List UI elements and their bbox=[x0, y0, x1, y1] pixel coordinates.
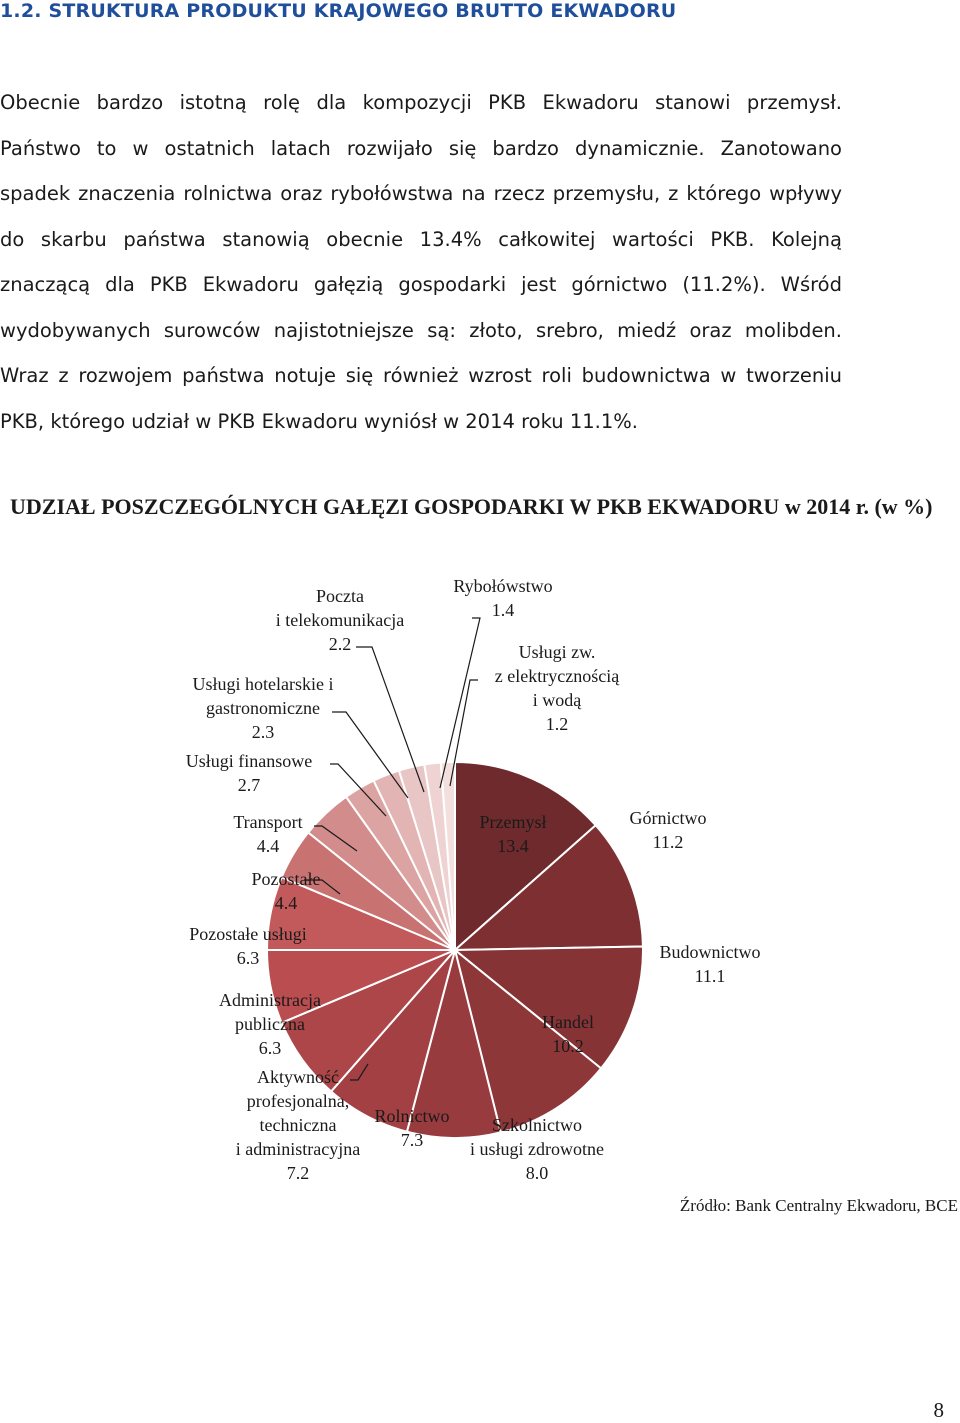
slice-name-line: Poczta bbox=[316, 586, 364, 606]
slice-label-uslugi-hotelarskie-i-gastronomiczne bbox=[193, 674, 334, 742]
source-note: Źródło: Bank Centralny Ekwadoru, BCE bbox=[679, 1196, 958, 1215]
chart-title: UDZIAŁ POSZCZEGÓLNYCH GAŁĘZI GOSPODARKI W PKB EKWADORU w 2014 r. (w %) bbox=[10, 494, 933, 519]
paragraph-line: spadek znaczenia rolnictwa oraz rybołówstwa na rzecz przemysłu, z którego wpływy bbox=[0, 182, 842, 205]
slice-name-line: profesjonalna, bbox=[246, 1091, 350, 1111]
slice-name-line: Budownictwo bbox=[659, 942, 761, 962]
slice-value-label: 10.2 bbox=[552, 1036, 584, 1056]
paragraph-line: PKB, którego udział w PKB Ekwadoru wyniósł w 2014 roku 11.1%. bbox=[0, 409, 639, 433]
slice-name-line: z elektrycznością bbox=[494, 666, 620, 686]
slice-name-line: publiczna bbox=[235, 1014, 305, 1034]
slice-value-label: 6.3 bbox=[258, 1038, 282, 1058]
slice-value-label: 13.4 bbox=[497, 836, 529, 856]
slice-name-line: i telekomunikacja bbox=[275, 610, 405, 630]
paragraph-line: znaczącą dla PKB Ekwadoru gałęzią gospodarki jest górnictwo (11.2%). Wśród bbox=[0, 273, 842, 296]
paragraph-line: Obecnie bardzo istotną rolę dla kompozycji PKB Ekwadoru stanowi przemysł. bbox=[0, 91, 842, 114]
slice-label-uslugi-zw-z-elektrycznoscia-i-woda bbox=[495, 642, 620, 734]
slice-value-label: 8.0 bbox=[525, 1163, 549, 1183]
page-number: 8 bbox=[933, 1398, 944, 1422]
slice-name-line: i wodą bbox=[532, 690, 582, 710]
slice-name-line: Usługi zw. bbox=[518, 642, 596, 662]
slice-value-label: 1.4 bbox=[491, 600, 515, 620]
slice-name-line: Szkolnictwo bbox=[492, 1115, 582, 1135]
slice-value-label: 1.2 bbox=[545, 714, 569, 734]
slice-value-label: 2.3 bbox=[251, 722, 275, 742]
slice-name-line: Administracja bbox=[219, 990, 321, 1010]
paragraph-line: Wraz z rozwojem państwa notuje się również wzrost roli budownictwa w tworzeniu bbox=[0, 364, 842, 387]
slice-name-line: Pozostałe usługi bbox=[189, 924, 307, 944]
slice-name-line: techniczna bbox=[259, 1115, 337, 1135]
slice-name-line: Usługi finansowe bbox=[185, 751, 313, 771]
slice-label-poczta-i-telekomunikacja bbox=[276, 586, 404, 654]
paragraph-line: wydobywanych surowców najistotniejsze są: złoto, srebro, miedź oraz molibden. bbox=[0, 318, 842, 342]
slice-name-line: i usługi zdrowotne bbox=[470, 1139, 604, 1159]
slice-value-label: 2.7 bbox=[237, 775, 261, 795]
slice-value-label: 4.4 bbox=[274, 893, 298, 913]
paragraph-line: do skarbu państwa stanowią obecnie 13.4% całkowitej wartości PKB. Kolejną bbox=[0, 227, 842, 251]
slice-name-line: Handel bbox=[542, 1012, 594, 1032]
slice-value-label: 11.1 bbox=[694, 966, 726, 986]
section-heading: 1.2. STRUKTURA PRODUKTU KRAJOWEGO BRUTTO EKWADORU bbox=[0, 0, 677, 22]
slice-name-line: gastronomiczne bbox=[206, 698, 320, 718]
slice-name-line: Transport bbox=[233, 812, 303, 832]
slice-value-label: 7.2 bbox=[286, 1163, 310, 1183]
slice-name-line: Przemysł bbox=[479, 812, 547, 832]
slice-label-gornictwo bbox=[630, 808, 707, 852]
slice-label-transport bbox=[233, 812, 302, 856]
slice-name-line: Rolnictwo bbox=[374, 1106, 450, 1126]
slice-value-label: 7.3 bbox=[400, 1130, 424, 1150]
paragraph-line: Państwo to w ostatnich latach rozwijało się bardzo dynamicznie. Zanotowano bbox=[0, 136, 842, 160]
slice-value-label: 4.4 bbox=[256, 836, 280, 856]
slice-value-label: 6.3 bbox=[236, 948, 260, 968]
slice-value-label: 2.2 bbox=[328, 634, 352, 654]
slice-label-rybolowstwo bbox=[453, 576, 552, 620]
slice-name-line: Górnictwo bbox=[629, 808, 707, 828]
slice-value-label: 11.2 bbox=[652, 832, 684, 852]
slice-name-line: i administracyjna bbox=[235, 1139, 361, 1159]
slice-name-line: Usługi hotelarskie i bbox=[192, 674, 334, 694]
slice-name-line: Aktywność bbox=[257, 1067, 339, 1087]
slice-label-budownictwo bbox=[660, 942, 761, 986]
slice-name-line: Pozostałe bbox=[251, 869, 321, 889]
slice-name-line: Rybołówstwo bbox=[453, 576, 553, 596]
slice-label-uslugi-finansowe bbox=[186, 751, 312, 795]
